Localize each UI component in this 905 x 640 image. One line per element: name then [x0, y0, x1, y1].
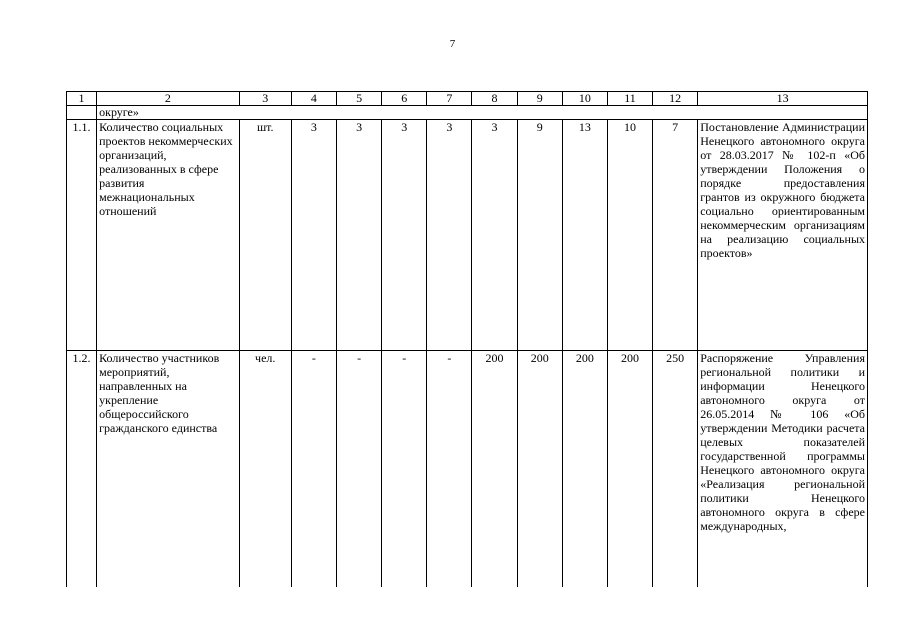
column-header: 10	[562, 92, 607, 106]
unit-cell: чел.	[239, 351, 291, 587]
value-cell: -	[382, 351, 427, 587]
indicator-name: Количество социальных проектов некоммерческих организаций, реализованных в сфере развития межнациональных отношений	[97, 120, 240, 351]
value-cell: 3	[427, 120, 472, 351]
table-row	[67, 120, 868, 351]
value-cell: 200	[607, 351, 652, 587]
value-cell: -	[336, 351, 381, 587]
value-cell: 3	[336, 120, 381, 351]
continuation-row	[67, 106, 868, 120]
indicator-table	[66, 91, 868, 587]
row-number: 1.1.	[67, 120, 97, 351]
value-cell: -	[291, 351, 336, 587]
column-header: 13	[698, 92, 868, 106]
column-header: 12	[653, 92, 698, 106]
source-document: Распоряжение Управления региональной политики и информации Ненецкого автономного округа от 26.05.2014 № 106 «Об утверждении Методики расчета целевых показателей государственной программы Ненецкого автономного округа «Реализация региональной политики Ненецкого автономного округа в сфере международных,	[698, 351, 868, 587]
column-header: 2	[97, 92, 240, 106]
column-header: 8	[472, 92, 517, 106]
column-header: 7	[427, 92, 472, 106]
page-number: 7	[449, 38, 456, 50]
continuation-text: округе»	[97, 106, 868, 120]
unit-cell: шт.	[239, 120, 291, 351]
value-cell: 7	[653, 120, 698, 351]
column-header: 6	[382, 92, 427, 106]
value-cell: 200	[472, 351, 517, 587]
value-cell: 13	[562, 120, 607, 351]
column-header: 9	[517, 92, 562, 106]
indicator-name: Количество участников мероприятий, направленных на укрепление общероссийского гражданского единства	[97, 351, 240, 587]
value-cell: 10	[607, 120, 652, 351]
value-cell: 3	[472, 120, 517, 351]
value-cell: 200	[562, 351, 607, 587]
table-row	[67, 351, 868, 587]
row-number: 1.2.	[67, 351, 97, 587]
value-cell: -	[427, 351, 472, 587]
column-header: 5	[336, 92, 381, 106]
value-cell: 9	[517, 120, 562, 351]
value-cell: 3	[291, 120, 336, 351]
value-cell: 200	[517, 351, 562, 587]
column-header: 1	[67, 92, 97, 106]
value-cell: 250	[653, 351, 698, 587]
column-header: 4	[291, 92, 336, 106]
column-header: 11	[607, 92, 652, 106]
value-cell: 3	[382, 120, 427, 351]
column-header: 3	[239, 92, 291, 106]
column-number-row	[67, 92, 868, 106]
source-document: Постановление Администрации Ненецкого автономного округа от 28.03.2017 № 102-п «Об утверждении Положения о порядке предоставления грантов из окружного бюджета социально ориентированным некоммерческим организациям на реализацию социальных проектов»	[698, 120, 868, 351]
